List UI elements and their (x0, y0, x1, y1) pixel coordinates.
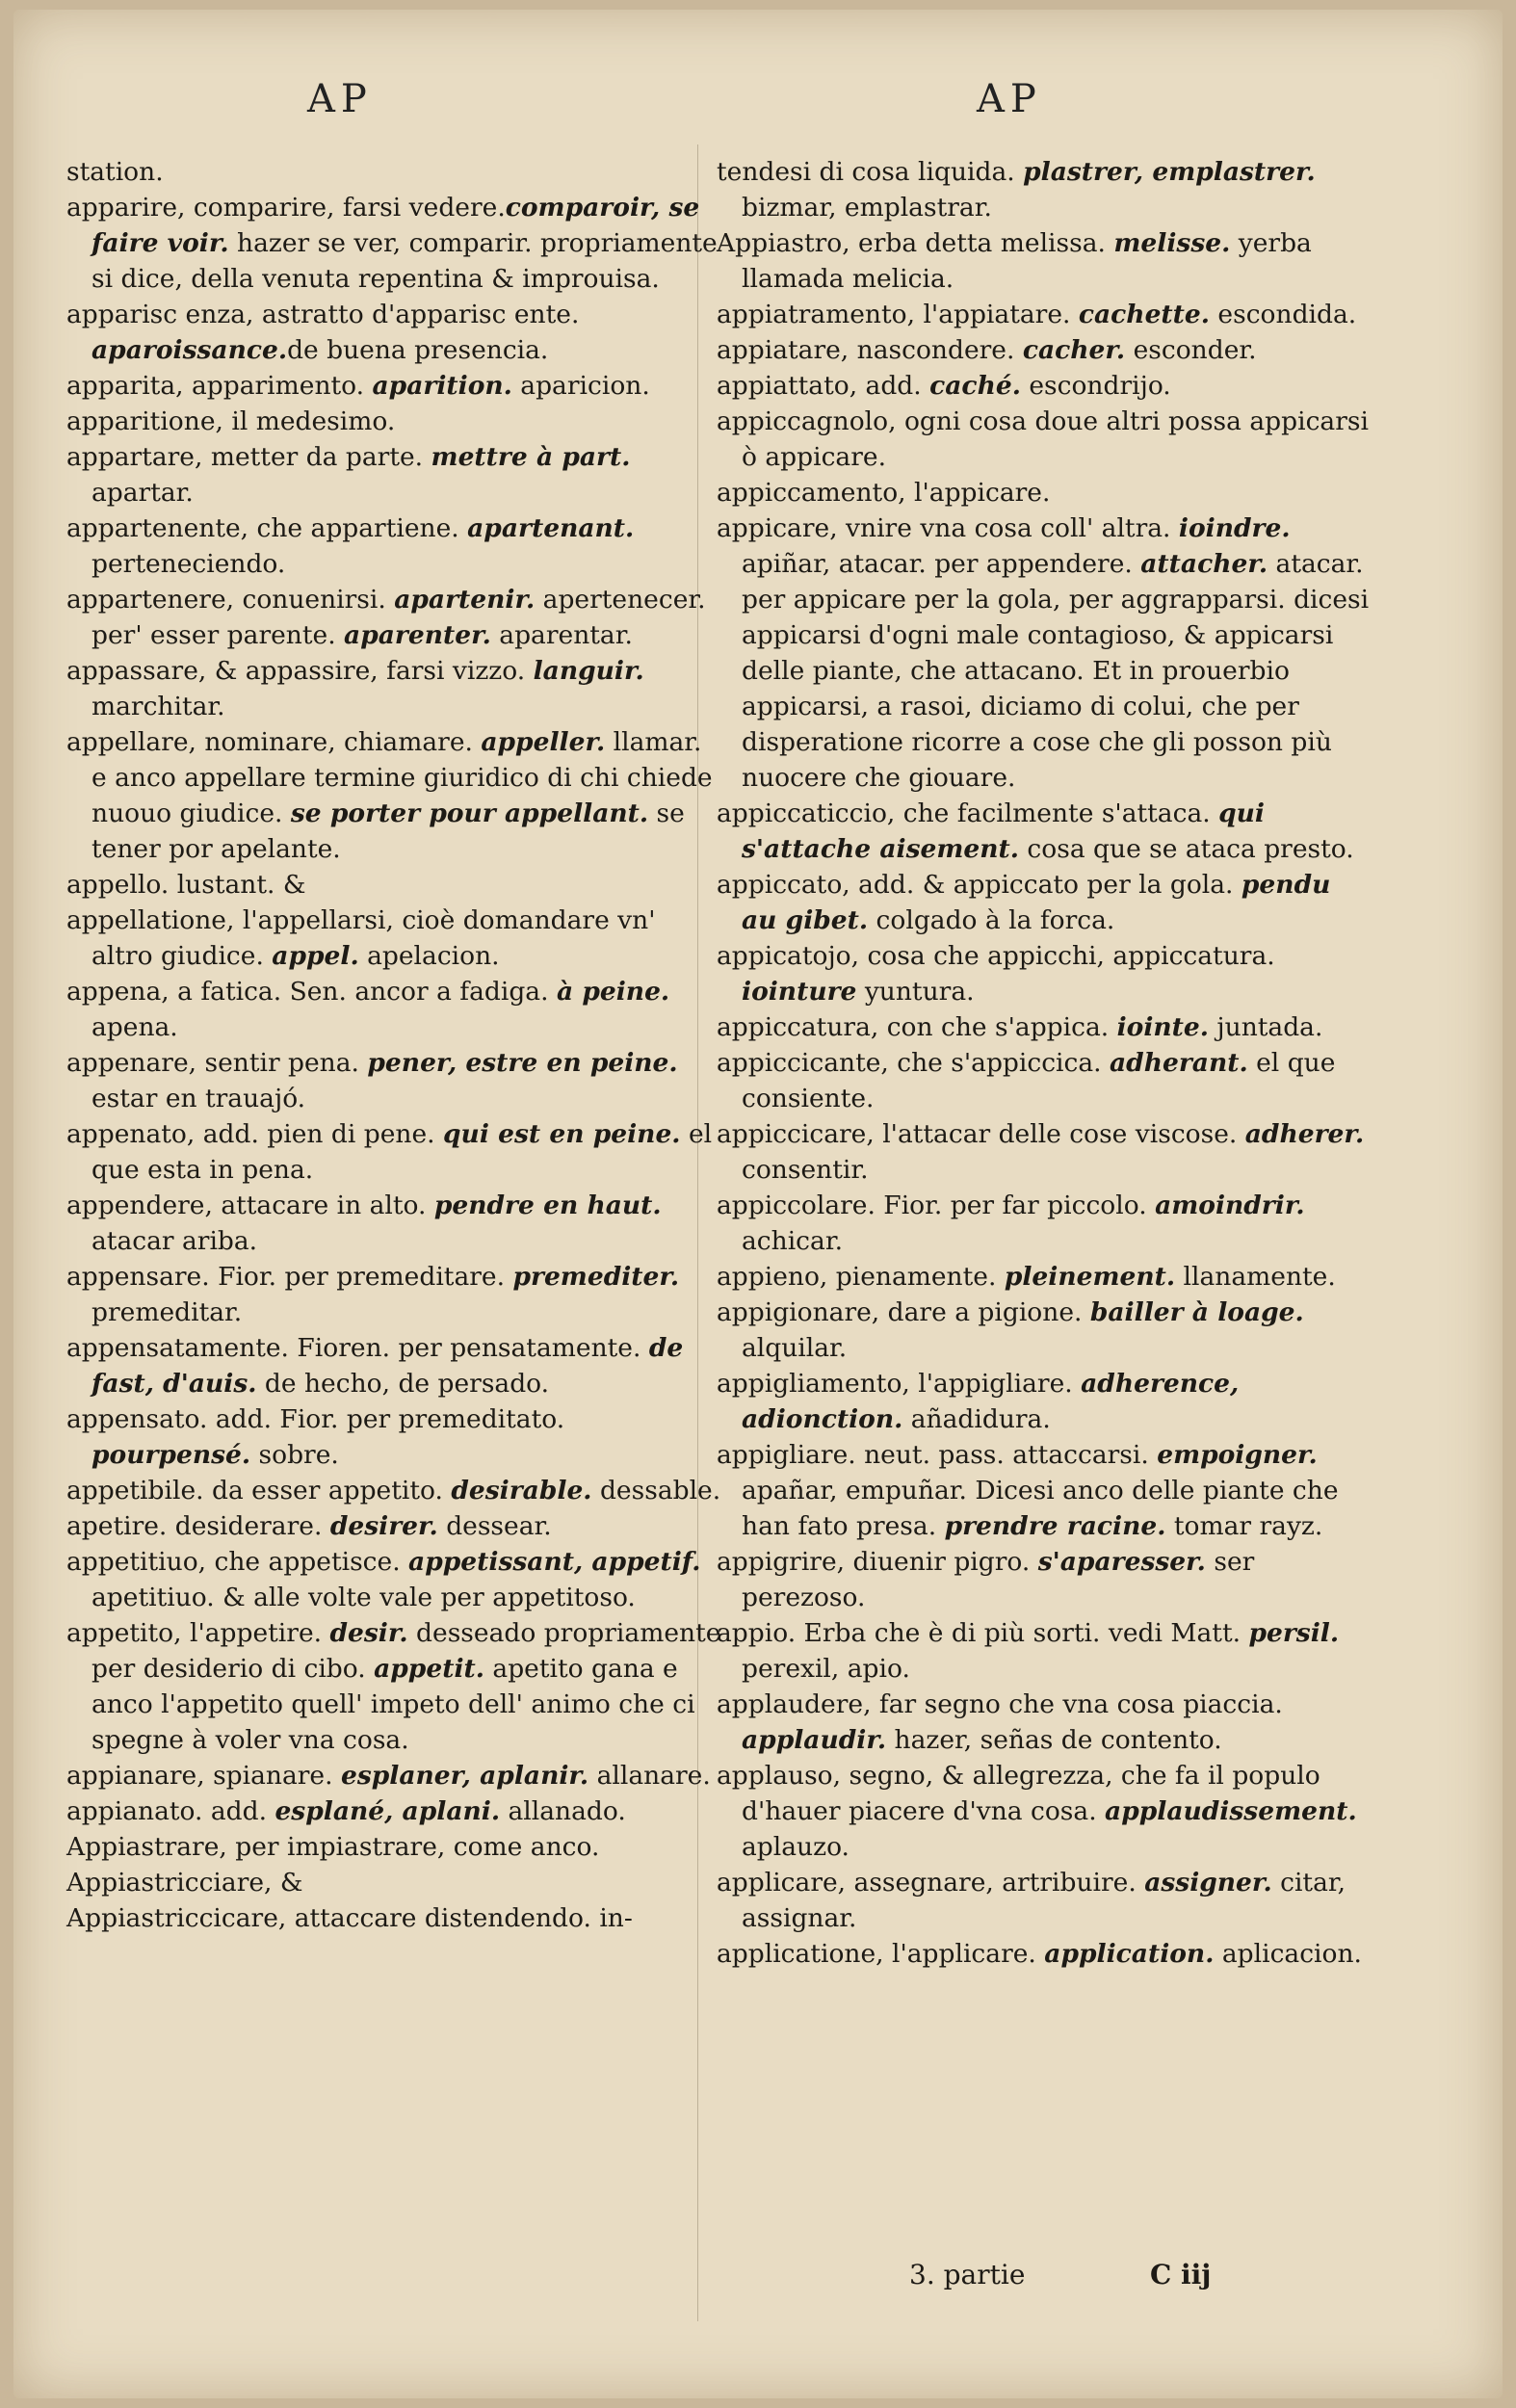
french-gloss: ioindre. (1178, 513, 1291, 543)
dictionary-entry (66, 1758, 721, 1793)
entry-text: premeditar. (91, 1297, 243, 1327)
entry-text: allanare. (588, 1761, 711, 1791)
entry-text: aplicacion. (1214, 1939, 1362, 1969)
french-gloss: esplaner, aplanir. (340, 1761, 589, 1791)
french-gloss: melisse. (1113, 228, 1231, 258)
entry-text: Appiastriccicare, attaccare distendendo. in- (66, 1903, 633, 1933)
dictionary-entry (66, 368, 721, 404)
entry-text: appiccicare, l'attacar delle cose viscose. (717, 1119, 1245, 1149)
entry-text: añadidura. (902, 1404, 1051, 1434)
entry-text: appellatione, l'appellarsi, cioè domandare vn' altro giudice. (66, 905, 656, 971)
french-gloss: plastrer, emplastrer. (1023, 157, 1316, 187)
right-column (717, 154, 1372, 1972)
entry-text: apparitione, il medesimo. (66, 406, 396, 436)
french-gloss: desirable. (451, 1476, 592, 1505)
dictionary-entry (66, 404, 721, 439)
entry-text: appiccamento, l'appicare. (717, 478, 1051, 508)
entry-text: escondida. (1210, 300, 1357, 329)
french-gloss: application. (1044, 1939, 1215, 1969)
french-gloss: se porter pour appellant. (290, 798, 649, 828)
entry-text: apparire, comparire, farsi vedere. (66, 193, 506, 222)
entry-text: appiccolare. Fior. per far piccolo. (717, 1191, 1156, 1220)
dictionary-entry (66, 903, 721, 974)
entry-text: apiñar, atacar. per appendere. (742, 549, 1141, 579)
entry-text: perexil, apio. (742, 1654, 910, 1684)
entry-text: appensatamente. Fioren. per pensatamente. (66, 1333, 649, 1363)
dictionary-entry (717, 1116, 1372, 1188)
entry-text: juntada. (1209, 1012, 1323, 1042)
french-gloss: pener, estre en peine. (367, 1048, 678, 1078)
entry-text: ser perezoso. (742, 1547, 1255, 1612)
dictionary-entry (717, 1865, 1372, 1936)
dictionary-entry (66, 582, 721, 653)
entry-text: appicare, vnire vna cosa coll' altra. (717, 513, 1179, 543)
entry-text: appiccicante, che s'appiccica. (717, 1048, 1110, 1078)
french-gloss: aparenter. (344, 620, 491, 650)
dictionary-entry (717, 404, 1372, 475)
entry-text: achicar. (742, 1226, 844, 1256)
dictionary-entry (717, 1259, 1372, 1295)
entry-text: alquilar. (742, 1333, 848, 1363)
french-gloss: esplané, aplani. (274, 1796, 501, 1826)
french-gloss: prendre racine. (944, 1511, 1166, 1541)
dictionary-entry (717, 510, 1372, 796)
entry-text: appetibile. da esser appetito. (66, 1476, 452, 1505)
entry-text: marchitar. (91, 692, 225, 721)
french-gloss: qui s'attache aisement. (742, 798, 1265, 864)
entry-text: apañar, empuñar. Dicesi anco delle piante che han fato presa. (742, 1476, 1339, 1541)
entry-text: appianato. add. (66, 1796, 275, 1826)
entry-text: station. (66, 157, 164, 187)
entry-text: appigrire, diuenir pigro. (717, 1547, 1038, 1577)
french-gloss: aparoissance. (91, 335, 288, 365)
dictionary-entry (66, 1045, 721, 1116)
entry-text: appigliamento, l'appigliare. (717, 1369, 1082, 1399)
entry-text: apetire. desiderare. (66, 1511, 330, 1541)
dictionary-entry (717, 1615, 1372, 1687)
entry-text: estar en trauajó. (91, 1084, 306, 1113)
entry-text: Appiastrare, per impiastrare, come anco. (66, 1832, 600, 1862)
entry-text: appiattato, add. (717, 371, 930, 401)
entry-text: appetito, l'appetire. (66, 1618, 330, 1648)
header-left: AP (307, 77, 373, 121)
french-gloss: appel. (272, 941, 359, 971)
dictionary-entry (66, 1259, 721, 1330)
entry-text: appensare. Fior. per premeditare. (66, 1262, 513, 1292)
entry-text: appianare, spianare. (66, 1761, 341, 1791)
entry-text: appigionare, dare a pigione. (717, 1297, 1090, 1327)
french-gloss: à peine. (556, 977, 670, 1007)
dictionary-entry (66, 510, 721, 582)
french-gloss: amoindrir. (1155, 1191, 1305, 1220)
dictionary-entry (66, 1615, 721, 1758)
french-gloss: pourpensé. (91, 1440, 251, 1470)
entry-text: cosa que se ataca presto. (1019, 834, 1354, 864)
french-gloss: adherer. (1244, 1119, 1365, 1149)
entry-text: appigliare. neut. pass. attaccarsi. (717, 1440, 1158, 1470)
dictionary-entry (717, 368, 1372, 404)
dictionary-entry (66, 1829, 721, 1865)
entry-text: appassare, & appassire, farsi vizzo. (66, 656, 534, 686)
dictionary-entry (717, 154, 1372, 225)
entry-text: apetito gana e anco l'appetito quell' impeto dell' animo che ci spegne à voler vna cosa. (91, 1654, 695, 1755)
entry-text: desseado propriamente per desiderio di cibo. (91, 1618, 721, 1684)
french-gloss: caché. (929, 371, 1021, 401)
entry-text: appena, a fatica. Sen. ancor a fadiga. (66, 977, 557, 1007)
left-column (66, 154, 721, 1936)
entry-text: apparisc enza, astratto d'apparisc ente. (66, 300, 580, 329)
dictionary-entry (66, 154, 721, 190)
dictionary-entry (717, 297, 1372, 332)
french-gloss: attacher. (1140, 549, 1268, 579)
entry-text: appiatare, nascondere. (717, 335, 1023, 365)
dictionary-entry (66, 190, 721, 297)
french-gloss: mettre à part. (431, 442, 631, 472)
dictionary-entry (66, 1473, 721, 1508)
dictionary-entry (66, 1793, 721, 1829)
entry-text: dessable. (591, 1476, 721, 1505)
dictionary-entry (717, 938, 1372, 1009)
entry-text: applicatione, l'applicare. (717, 1939, 1045, 1969)
entry-text: appello. lustant. & (66, 870, 306, 900)
dictionary-entry (717, 1009, 1372, 1045)
french-gloss: adherant. (1110, 1048, 1248, 1078)
french-gloss: comparoir, se faire voir. (91, 193, 700, 258)
french-gloss: appeller. (481, 727, 606, 757)
french-gloss: premediter. (512, 1262, 680, 1292)
entry-text: applaudere, far segno che vna cosa piaccia. (717, 1689, 1283, 1719)
entry-text: el que esta in pena. (91, 1119, 713, 1185)
entry-text: appiccatura, con che s'appica. (717, 1012, 1117, 1042)
entry-text: appiatramento, l'appiatare. (717, 300, 1079, 329)
entry-text: appartenente, che appartiene. (66, 513, 468, 543)
entry-text: hazer, señas de contento. (886, 1725, 1222, 1755)
dictionary-entry (66, 1900, 721, 1936)
entry-text: appio. Erba che è di più sorti. vedi Matt. (717, 1618, 1249, 1648)
entry-text: de hecho, de persado. (256, 1369, 550, 1399)
dictionary-entry (717, 1366, 1372, 1437)
entry-text: perteneciendo. (91, 549, 286, 579)
french-gloss: desir. (329, 1618, 408, 1648)
dictionary-entry (717, 1936, 1372, 1972)
entry-text: de buena presencia. (287, 335, 549, 365)
dictionary-entry (717, 475, 1372, 510)
entry-text: apartar. (91, 478, 194, 508)
entry-text: bizmar, emplastrar. (742, 193, 992, 222)
entry-text: appartare, metter da parte. (66, 442, 431, 472)
entry-text: appensato. add. Fior. per premeditato. (66, 1404, 565, 1434)
dictionary-entry (66, 297, 721, 368)
dictionary-entry (66, 1865, 721, 1900)
french-gloss: appetit. (374, 1654, 484, 1684)
entry-text: colgado à la forca. (868, 905, 1115, 935)
french-gloss: languir. (533, 656, 644, 686)
dictionary-entry (66, 1544, 721, 1615)
dictionary-entry (717, 1758, 1372, 1865)
entry-text: yerba llamada melicia. (742, 228, 1312, 294)
dictionary-entry (717, 225, 1372, 297)
entry-text: se tener por apelante. (91, 798, 685, 864)
entry-text: el que consiente. (742, 1048, 1336, 1113)
french-gloss: cachette. (1078, 300, 1210, 329)
entry-text: citar, assignar. (742, 1868, 1346, 1933)
entry-text: appetitiuo, che appetisce. (66, 1547, 409, 1577)
dictionary-entry (717, 1045, 1372, 1116)
french-gloss: appetissant, appetif. (408, 1547, 701, 1577)
entry-text: appenare, sentir pena. (66, 1048, 368, 1078)
entry-text: aplauzo. (742, 1832, 849, 1862)
gathering-mark: C iij (1150, 2259, 1212, 2290)
french-gloss: pleinement. (1004, 1262, 1176, 1292)
french-gloss: pendu au gibet. (742, 870, 1331, 935)
entry-text: Appiastricciare, & (66, 1868, 303, 1898)
entry-text: atacar. per appicare per la gola, per aggrapparsi. dicesi appicarsi d'ogni male contagioso, & appicarsi delle piante, che attacano. Et in prouerbio appicarsi, a rasoi, diciamo di colui, che per disperatione ricorre a cose che gli posson più nuocere che giouare. (742, 549, 1370, 793)
dictionary-entry (717, 1188, 1372, 1259)
running-header (13, 77, 1503, 135)
entry-text: escondrijo. (1020, 371, 1171, 401)
entry-text: aparicion. (511, 371, 650, 401)
french-gloss: iointure (742, 977, 857, 1007)
dictionary-entry (717, 1295, 1372, 1366)
entry-text: appartenere, conuenirsi. (66, 585, 395, 615)
entry-text: tendesi di cosa liquida. (717, 157, 1024, 187)
entry-text: hazer se ver, comparir. propriamente si dice, della venuta repentina & improuisa. (91, 228, 718, 294)
entry-text: appiccagnolo, ogni cosa doue altri possa appicarsi ò appicare. (717, 406, 1369, 472)
french-gloss: cacher. (1022, 335, 1126, 365)
dictionary-entry (66, 974, 721, 1045)
dictionary-entry (717, 796, 1372, 867)
french-gloss: apartenant. (467, 513, 635, 543)
signature-line: 3. partie (909, 2259, 1026, 2290)
dictionary-entry (66, 1508, 721, 1544)
dictionary-entry (717, 1437, 1372, 1544)
entry-text: appendere, attacare in alto. (66, 1191, 434, 1220)
entry-text: appieno, pienamente. (717, 1262, 1005, 1292)
entry-text: applauso, segno, & allegrezza, che fa il populo d'hauer piacere d'vna cosa. (717, 1761, 1320, 1826)
entry-text: Appiastro, erba detta melissa. (717, 228, 1114, 258)
french-gloss: pendre en haut. (433, 1191, 662, 1220)
french-gloss: desirer. (329, 1511, 438, 1541)
entry-text: appiccato, add. & appiccato per la gola. (717, 870, 1242, 900)
entry-text: appenato, add. pien di pene. (66, 1119, 444, 1149)
entry-text: dessear. (437, 1511, 552, 1541)
entry-text: applicare, assegnare, artribuire. (717, 1868, 1145, 1898)
dictionary-entry (717, 1687, 1372, 1758)
french-gloss: s'aparesser. (1037, 1547, 1206, 1577)
dictionary-entry (66, 1401, 721, 1473)
dictionary-entry (717, 867, 1372, 938)
french-gloss: apartenir. (394, 585, 536, 615)
dictionary-entry (66, 653, 721, 724)
french-gloss: applaudissement. (1105, 1796, 1357, 1826)
french-gloss: persil. (1248, 1618, 1340, 1648)
entry-text: atacar ariba. (91, 1226, 258, 1256)
entry-text: esconder. (1125, 335, 1257, 365)
entry-text: llamar. e anco appellare termine giuridico di chi chiede nuouo giudice. (91, 727, 713, 828)
entry-text: appiccaticcio, che facilmente s'attaca. (717, 798, 1219, 828)
dictionary-entry (717, 1544, 1372, 1615)
entry-text: apparita, apparimento. (66, 371, 373, 401)
entry-text: appellare, nominare, chiamare. (66, 727, 482, 757)
entry-text: apena. (91, 1012, 178, 1042)
column-divider (697, 144, 698, 2321)
book-page (13, 10, 1503, 2398)
french-gloss: aparition. (372, 371, 512, 401)
entry-text: appicatojo, cosa che appicchi, appiccatura. (717, 941, 1275, 971)
french-gloss: applaudir. (742, 1725, 887, 1755)
french-gloss: assigner. (1144, 1868, 1272, 1898)
entry-text: llanamente. (1175, 1262, 1336, 1292)
french-gloss: adherence, adionction. (742, 1369, 1240, 1434)
dictionary-entry (66, 1116, 721, 1188)
dictionary-entry (66, 439, 721, 510)
dictionary-entry (66, 867, 721, 903)
french-gloss: qui est en peine. (443, 1119, 681, 1149)
entry-text: allanado. (500, 1796, 626, 1826)
entry-text: apetitiuo. & alle volte vale per appetitoso. (91, 1583, 636, 1612)
entry-text: tomar rayz. (1165, 1511, 1323, 1541)
french-gloss: de fast, d'auis. (91, 1333, 684, 1399)
page-footer (13, 2259, 1503, 2307)
header-right: AP (977, 77, 1042, 121)
french-gloss: empoigner. (1157, 1440, 1318, 1470)
dictionary-entry (66, 1330, 721, 1401)
entry-text: aparentar. (490, 620, 633, 650)
entry-text: apelacion. (358, 941, 500, 971)
french-gloss: iointe. (1116, 1012, 1209, 1042)
french-gloss: bailler à loage. (1089, 1297, 1304, 1327)
dictionary-entry (66, 724, 721, 867)
entry-text: consentir. (742, 1155, 869, 1185)
entry-text: apertenecer. per' esser parente. (91, 585, 706, 650)
dictionary-entry (66, 1188, 721, 1259)
dictionary-entry (717, 332, 1372, 368)
entry-text: yuntura. (856, 977, 975, 1007)
entry-text: sobre. (250, 1440, 339, 1470)
